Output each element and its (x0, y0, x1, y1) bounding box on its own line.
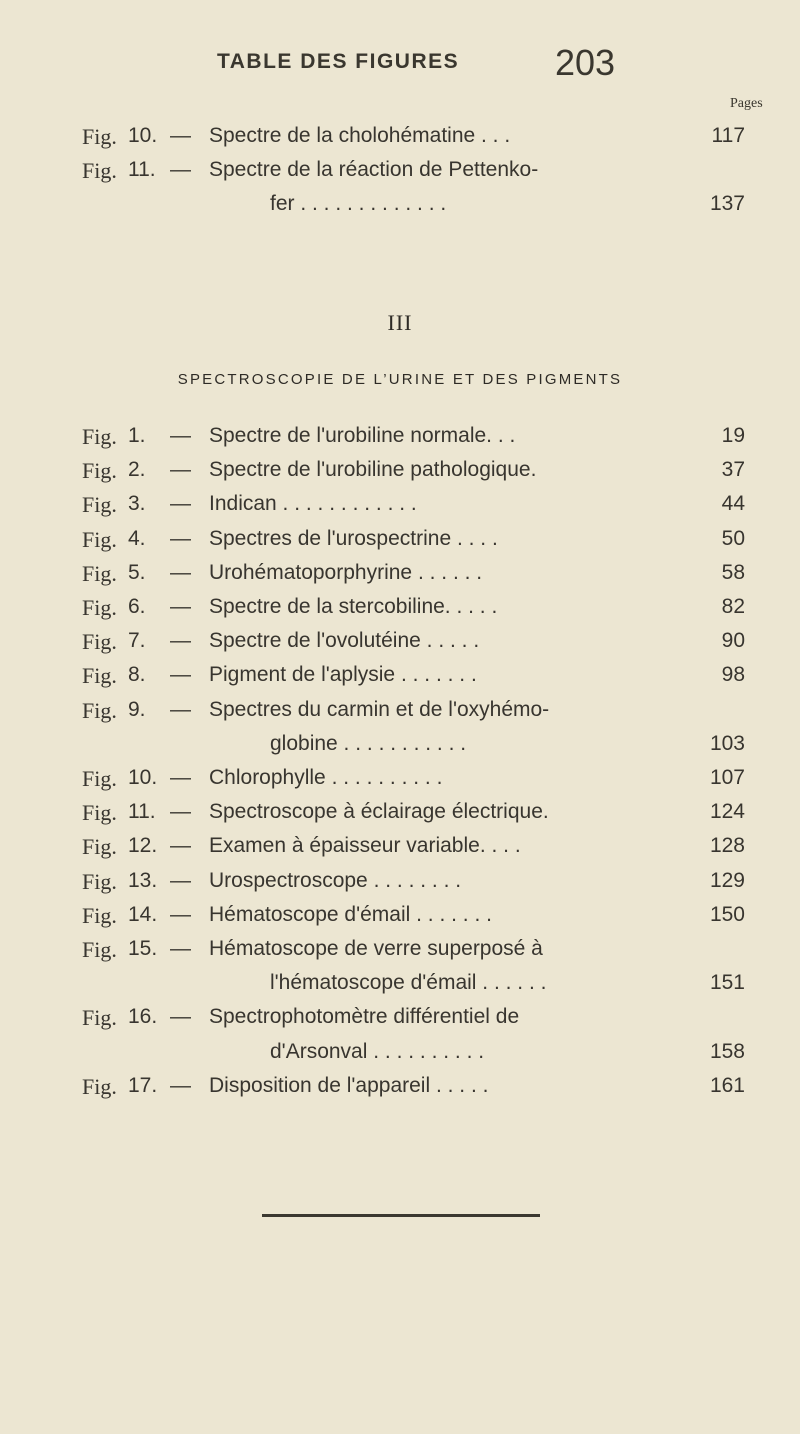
fig-label: Fig. (82, 868, 117, 894)
fig-label: Fig. (82, 1073, 117, 1099)
entry-title: Pigment de l'aplysie . . . . . . . (209, 663, 477, 687)
fig-label: Fig. (82, 766, 117, 791)
entry-page-number: 82 (721, 595, 745, 618)
entry-page-number: 50 (721, 526, 745, 550)
entry-dash: — (170, 158, 191, 181)
fig-label: Fig. (82, 629, 117, 655)
entry-title: Spectroscope à éclairage électrique. (209, 800, 549, 824)
fig-number: 2. (128, 458, 146, 482)
entry-dash: — (170, 1005, 191, 1029)
end-rule (262, 1214, 540, 1217)
fig-number: 8. (128, 663, 146, 687)
fig-number: 17. (128, 1073, 158, 1097)
fig-label: Fig. (82, 458, 117, 484)
fig-number: 10. (128, 124, 158, 147)
entry-page-number: 161 (709, 1073, 745, 1097)
fig-number: 5. (128, 560, 146, 584)
fig-label: Fig. (82, 834, 117, 860)
fig-number: 7. (128, 629, 146, 653)
fig-number: 6. (128, 595, 146, 618)
entry-page-number: 128 (709, 834, 745, 858)
entry-dash: — (170, 663, 191, 687)
entry-title: Urospectroscope . . . . . . . . (209, 868, 462, 892)
entry-title: Indican . . . . . . . . . . . . (209, 492, 417, 516)
entry-dash: — (170, 697, 191, 721)
entry-title: Urohématoporphyrine . . . . . . (209, 560, 483, 584)
fig-label: Fig. (82, 424, 117, 449)
entry-dash: — (170, 124, 191, 147)
entry-title: Spectres de l'urospectrine . . . . (209, 526, 498, 550)
entry-page-number: 37 (721, 458, 745, 482)
fig-number: 14. (128, 902, 158, 926)
entry-dash: — (170, 560, 191, 584)
fig-number: 11. (128, 800, 156, 824)
entry-page-number: 158 (709, 1039, 745, 1063)
entry-page-number: 151 (709, 971, 745, 995)
fig-number: 12. (128, 834, 158, 858)
entry-title: Spectre de la cholohématine . . . (209, 124, 511, 147)
fig-label: Fig. (82, 697, 117, 723)
fig-number: 13. (128, 868, 158, 892)
entry-page-number: 150 (709, 902, 745, 926)
entry-dash: — (170, 424, 191, 447)
fig-label: Fig. (82, 158, 117, 183)
entry-title-continued: d'Arsonval . . . . . . . . . . (270, 1039, 485, 1063)
entry-title: Disposition de l'appareil . . . . . (209, 1073, 489, 1097)
entry-page-number: 19 (721, 424, 745, 447)
fig-number: 3. (128, 492, 146, 516)
entry-title: Hématoscope de verre superposé à (209, 937, 543, 960)
pages-column-label: Pages (730, 96, 763, 111)
page-header (0, 42, 800, 88)
fig-number: 10. (128, 766, 158, 789)
entry-title-continued: l'hématoscope d'émail . . . . . . (270, 971, 547, 995)
entry-page-number: 103 (709, 731, 745, 755)
entry-dash: — (170, 595, 191, 618)
entry-title: Hématoscope d'émail . . . . . . . (209, 902, 492, 926)
entry-title: Spectre de la stercobiline. . . . . (209, 595, 498, 618)
entry-dash: — (170, 766, 191, 789)
fig-label: Fig. (82, 663, 117, 689)
fig-number: 4. (128, 526, 146, 550)
section-number: III (387, 310, 413, 335)
fig-label: Fig. (82, 526, 117, 552)
entry-title: Spectre de l'ovolutéine . . . . . (209, 629, 480, 653)
entry-dash: — (170, 492, 191, 516)
running-head-title: TABLE DES FIGURES (217, 50, 460, 73)
entry-page-number: 107 (709, 766, 745, 789)
entry-title: Spectre de la réaction de Pettenko- (209, 158, 539, 181)
fig-number: 16. (128, 1005, 158, 1029)
entry-page-number: 129 (709, 868, 745, 892)
fig-number: 11. (128, 158, 156, 181)
entry-page-number: 58 (721, 560, 745, 584)
entry-title-continued: fer . . . . . . . . . . . . . (270, 192, 447, 215)
entry-dash: — (170, 902, 191, 926)
entry-title: Spectres du carmin et de l'oxyhémo- (209, 697, 550, 721)
entry-page-number: 98 (721, 663, 745, 687)
fig-label: Fig. (82, 800, 117, 826)
fig-label: Fig. (82, 902, 117, 928)
entry-dash: — (170, 458, 191, 482)
entry-title: Spectre de l'urobiline pathologique. (209, 458, 537, 482)
entry-dash: — (170, 800, 191, 824)
fig-number: 1. (128, 424, 146, 447)
entry-title: Spectrophotomètre différentiel de (209, 1005, 520, 1029)
fig-label: Fig. (82, 124, 117, 149)
entry-page-number: 90 (721, 629, 745, 653)
fig-number: 9. (128, 697, 146, 721)
page-number: 203 (555, 42, 616, 83)
fig-label: Fig. (82, 937, 117, 962)
entry-dash: — (170, 937, 191, 960)
entry-page-number: 137 (709, 192, 745, 215)
section-title: SPECTROSCOPIE DE L’URINE ET DES PIGMENTS (177, 371, 623, 388)
entry-title: Examen à épaisseur variable. . . . (209, 834, 521, 858)
entry-title: Chlorophylle . . . . . . . . . . (209, 766, 443, 789)
fig-number: 15. (128, 937, 158, 960)
entry-title: Spectre de l'urobiline normale. . . (209, 424, 516, 447)
fig-label: Fig. (82, 1005, 117, 1031)
entry-dash: — (170, 868, 191, 892)
entry-page-number: 44 (721, 492, 745, 516)
fig-label: Fig. (82, 560, 117, 586)
entry-dash: — (170, 1073, 191, 1097)
entry-page-number: 124 (709, 800, 745, 824)
entry-dash: — (170, 834, 191, 858)
entry-dash: — (170, 526, 191, 550)
entry-page-number: 117 (711, 124, 745, 147)
entry-dash: — (170, 629, 191, 653)
fig-label: Fig. (82, 595, 117, 620)
fig-label: Fig. (82, 492, 117, 518)
entry-title-continued: globine . . . . . . . . . . . (270, 731, 467, 755)
